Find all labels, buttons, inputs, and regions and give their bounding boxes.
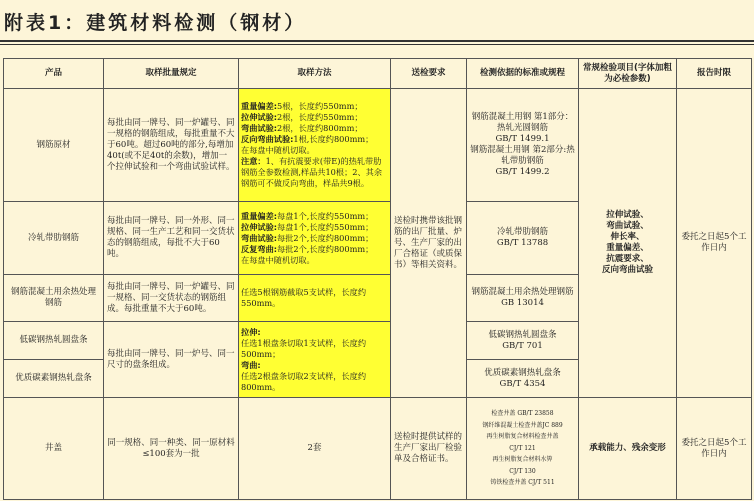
table-row (4, 398, 752, 500)
header-time: 报告时限 (677, 59, 752, 89)
batch-cell: 每批由同一牌号、同一炉罐号、同一规格的钢筋组成，每批重量不大于60吨。超过60吨的部分,每增加40t(或不足40t的余数)，增加一个拉伸试验和一个弯曲试验试样。 (104, 89, 239, 202)
items-cell: 拉伸试验、 弯曲试验、 伸长率、 重量偏差、 抗震要求、 反向弯曲试验 (579, 89, 677, 398)
page-title: 附表1：建筑材料检测（钢材） (4, 12, 307, 34)
items-cell: 承载能力、残余变形 (579, 398, 677, 500)
requirement-cell: 送检时提供试样的生产厂家出厂检验单及合格证书。 (391, 398, 467, 500)
title-rule-top (0, 40, 754, 42)
standard-cell: 优质碳素钢热轧盘条 GB/T 4354 (467, 360, 579, 398)
batch-cell: 同一规格、同一种类、同一原材料≤100套为一批 (104, 398, 239, 500)
batch-cell: 每批由同一牌号、同一外形、同一规格、同一生产工艺和同一交货状态的钢筋组成，每批不大于60吨。 (104, 202, 239, 275)
method-cell: 重量偏差:5根，长度约550mm； 拉伸试验:2根，长度约550mm； 弯曲试验:2根，长度约800mm； 反向弯曲试验:1根,长度约800mm； 在每盘中随机切取。 注意：1、有抗震要求(带E)的热轧带肋钢筋全参数检测,样品共10根；2、其余钢筋可不做反向弯曲，样品共9根。 (239, 89, 391, 202)
standard-cell: 冷轧带肋钢筋 GB/T 13788 (467, 202, 579, 275)
product-cell: 井盖 (4, 398, 104, 500)
standard-cell: 钢筋混凝土用钢 第1部分：热轧光圆钢筋 GB/T 1499.1 钢筋混凝土用钢 第2部分:热轧带肋钢筋 GB/T 1499.2 (467, 89, 579, 202)
product-cell: 钢筋原材 (4, 89, 104, 202)
header-standard: 检测依据的标准或规程 (467, 59, 579, 89)
standard-cell: 低碳钢热轧圆盘条 GB/T 701 (467, 322, 579, 360)
header-row (4, 59, 752, 89)
requirement-cell: 送检时携带该批钢筋的出厂批量、炉号、生产厂家的出厂合格证（或质保书）等相关资料。 (391, 89, 467, 398)
header-method: 取样方法 (239, 59, 391, 89)
standard-cell: 检查井盖 GB/T 23858 钢纤维混凝土检查井盖JC 889 再生树脂复合材料检查井盖 CJ/T 121 再生树脂复合材料水箅 CJ/T 130 铸铁检查井盖 CJ/T 511 (467, 398, 579, 500)
batch-cell: 每批由同一牌号、同一炉号、同一尺寸的盘条组成。 (104, 322, 239, 398)
method-cell: 任选5根钢筋截取5支试样，长度约550mm。 (239, 275, 391, 322)
product-cell: 钢筋混凝土用余热处理钢筋 (4, 275, 104, 322)
batch-cell: 每批由同一牌号、同一炉罐号、同一规格、同一交货状态的钢筋组成。每批重量不大于60吨。 (104, 275, 239, 322)
product-cell: 冷轧带肋钢筋 (4, 202, 104, 275)
method-cell: 重量偏差:每盘1个,长度约550mm； 拉伸试验:每盘1个,长度约550mm； 弯曲试验:每批2个,长度约800mm； 反复弯曲:每批2个,长度约800mm； 在每盘中随机切取。 (239, 202, 391, 275)
header-items: 常规检验项目(字体加粗为必检参数) (579, 59, 677, 89)
product-cell: 优质碳素钢热轧盘条 (4, 360, 104, 398)
header-batch: 取样批量规定 (104, 59, 239, 89)
standard-cell: 钢筋混凝土用余热处理钢筋 GB 13014 (467, 275, 579, 322)
header-product: 产品 (4, 59, 104, 89)
time-cell: 委托之日起5个工作日内 (677, 398, 752, 500)
time-cell: 委托之日起5个工作日内 (677, 89, 752, 398)
product-cell: 低碳钢热轧圆盘条 (4, 322, 104, 360)
steel-testing-table (3, 58, 752, 500)
method-cell: 拉伸: 任选1根盘条切取1支试样，长度约500mm； 弯曲: 任选2根盘条切取2支试样，长度约800mm。 (239, 322, 391, 398)
table-row (4, 89, 752, 202)
method-cell: 2套 (239, 398, 391, 500)
title-rule-bottom (0, 44, 754, 45)
header-requirement: 送检要求 (391, 59, 467, 89)
